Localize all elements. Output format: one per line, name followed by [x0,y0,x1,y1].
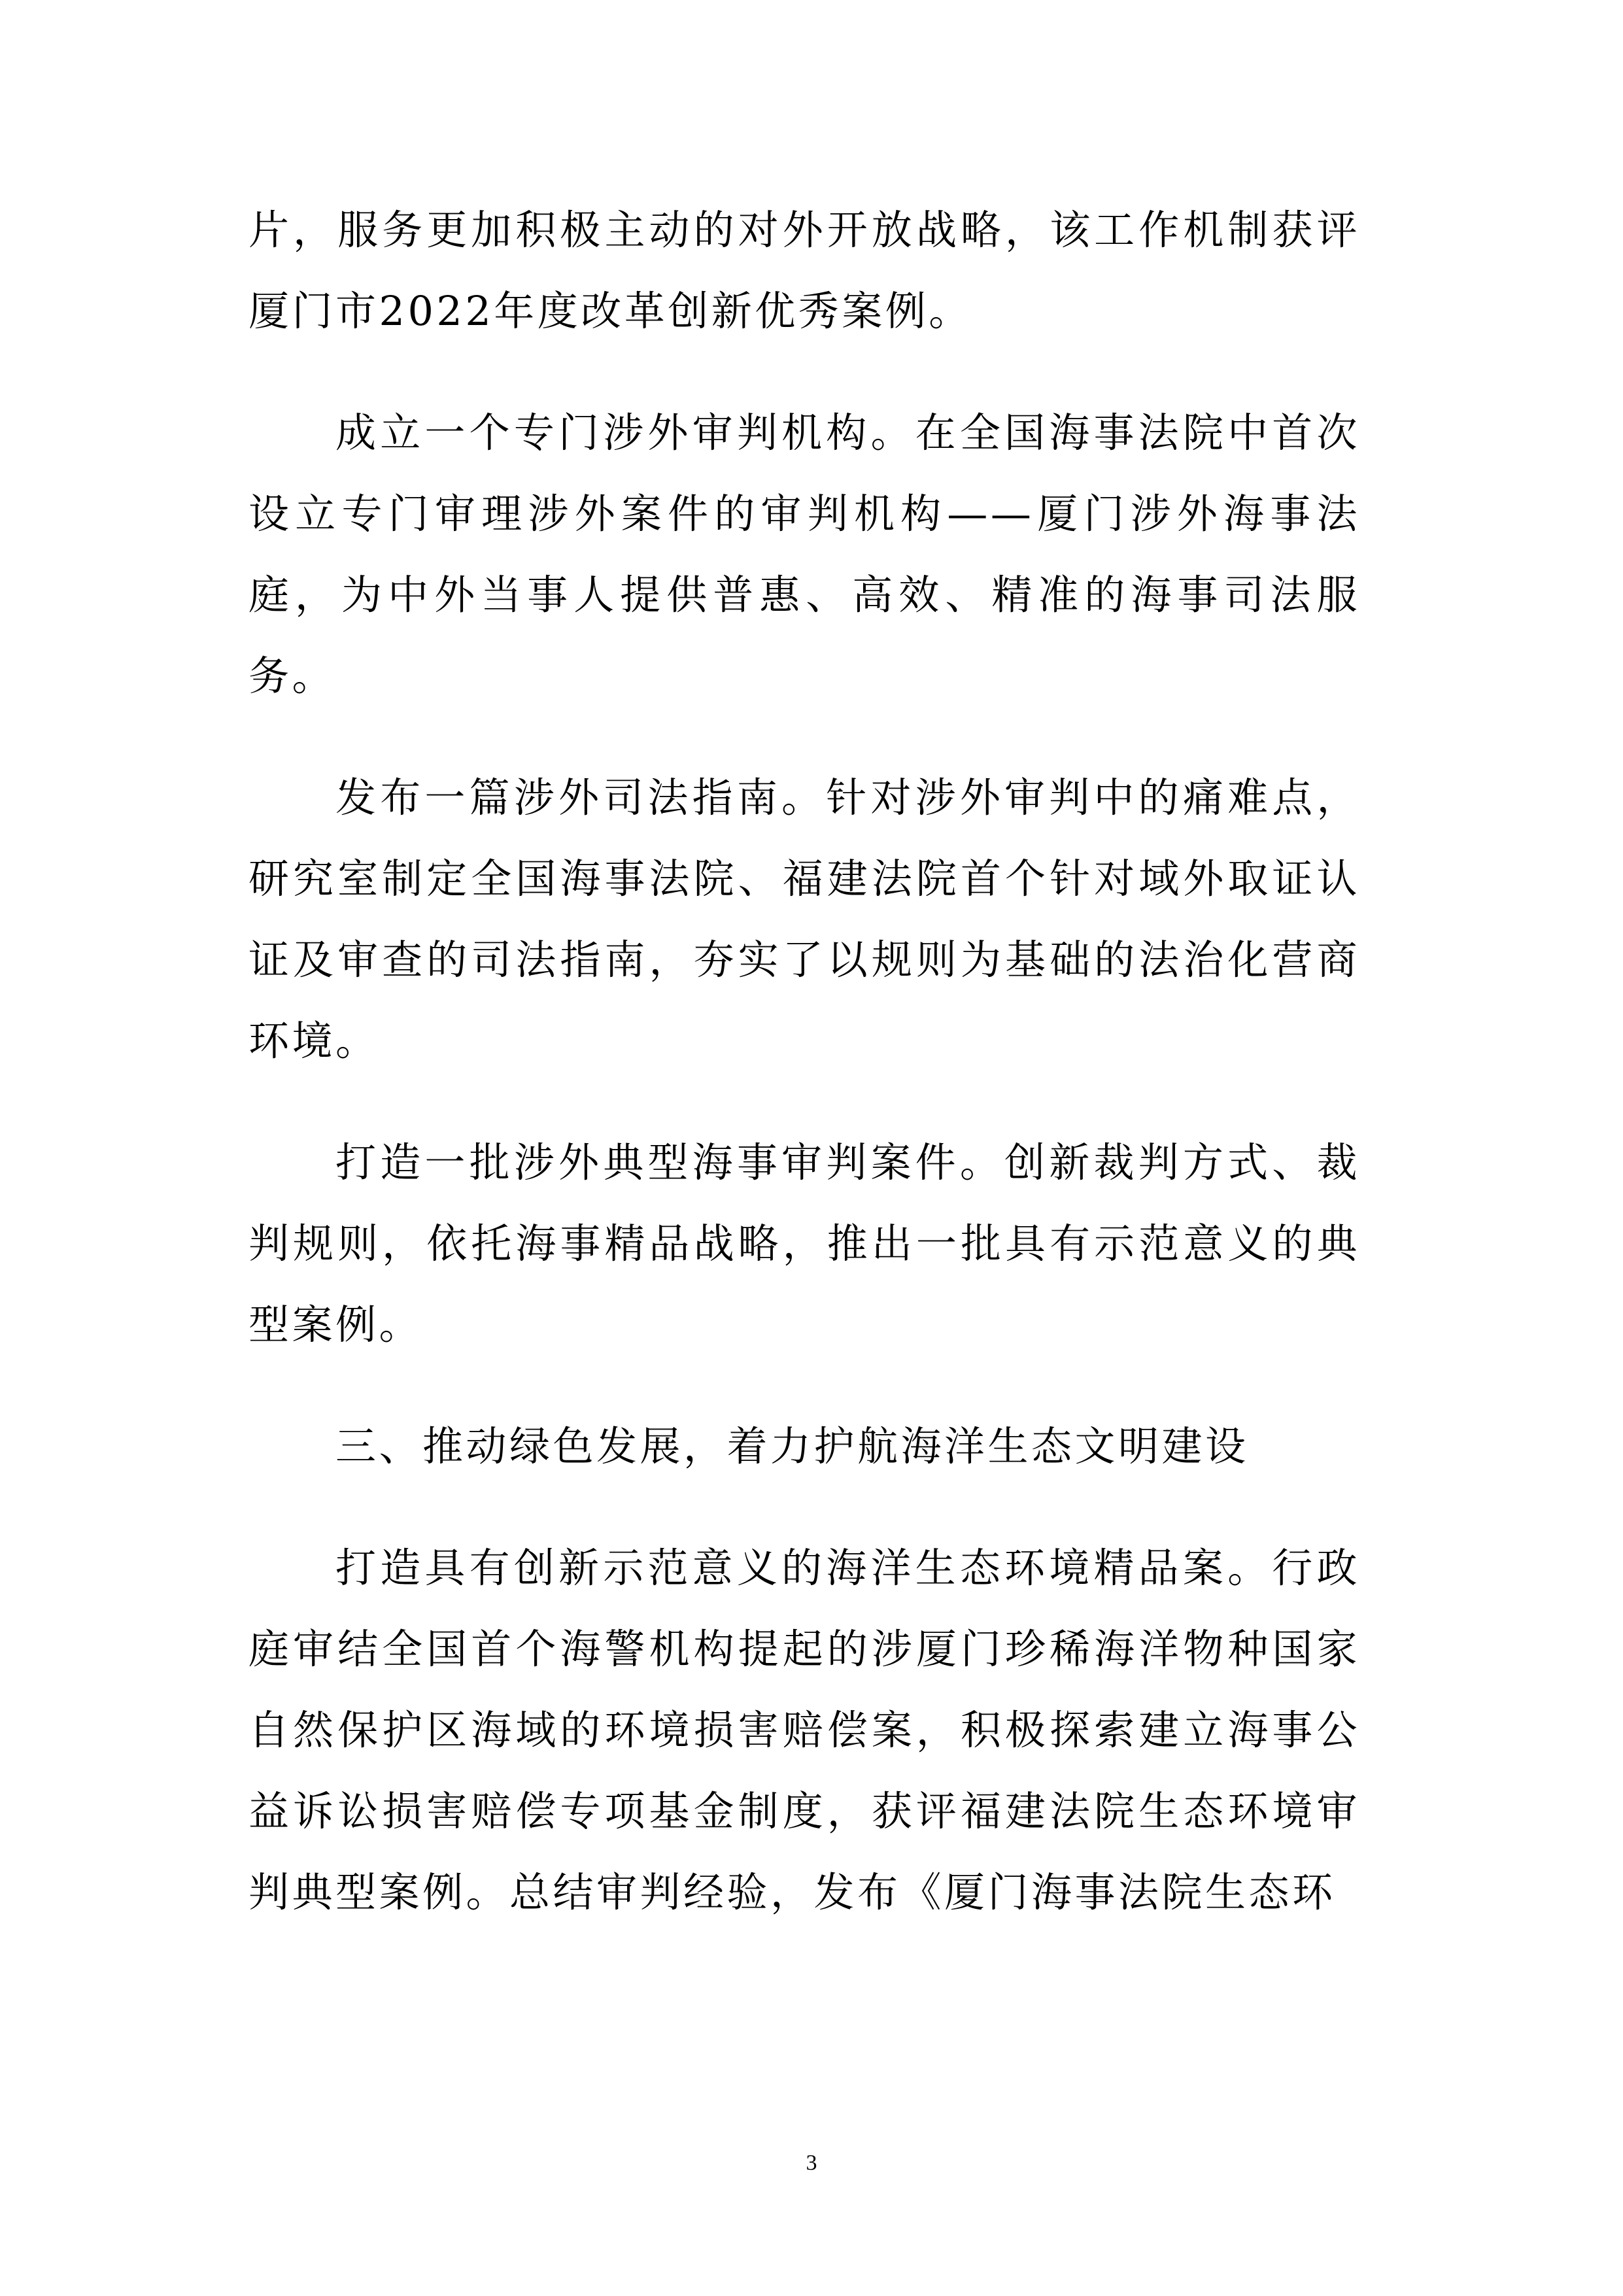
section-heading-green-development: 三、推动绿色发展，着力护航海洋生态文明建设 [335,1422,1249,1470]
body-text [248,190,1360,1974]
paragraph-trial-institution: 成立一个专门涉外审判机构。在全国海事法院中首次设立专门审理涉外案件的审判机构——厦门涉外海事法庭，为中外当事人提供普惠、高效、精准的海事司法服务。 [248,409,1360,700]
paragraph-judicial-guide: 发布一篇涉外司法指南。针对涉外审判中的痛难点，研究室制定全国海事法院、福建法院首个针对域外取证认证及审查的司法指南，夯实了以规则为基础的法治化营商环境。 [248,774,1360,1065]
paragraph-typical-cases: 打造一批涉外典型海事审判案件。创新裁判方式、裁判规则，依托海事精品战略，推出一批具有示范意义的典型案例。 [248,1139,1360,1348]
paragraph-continuation: 片，服务更加积极主动的对外开放战略，该工作机制获评厦门市2022年度改革创新优秀案例。 [248,206,1360,335]
paragraph-ecology-cases: 打造具有创新示范意义的海洋生态环境精品案。行政庭审结全国首个海警机构提起的涉厦门珍稀海洋物种国家自然保护区海域的环境损害赔偿案，积极探索建立海事公益诉讼损害赔偿专项基金制度，获评福建法院生态环境审判典型案例。总结审判经验，发布《厦门海事法院生态环 [248,1544,1360,1916]
page-number: 3 [806,2151,817,2175]
